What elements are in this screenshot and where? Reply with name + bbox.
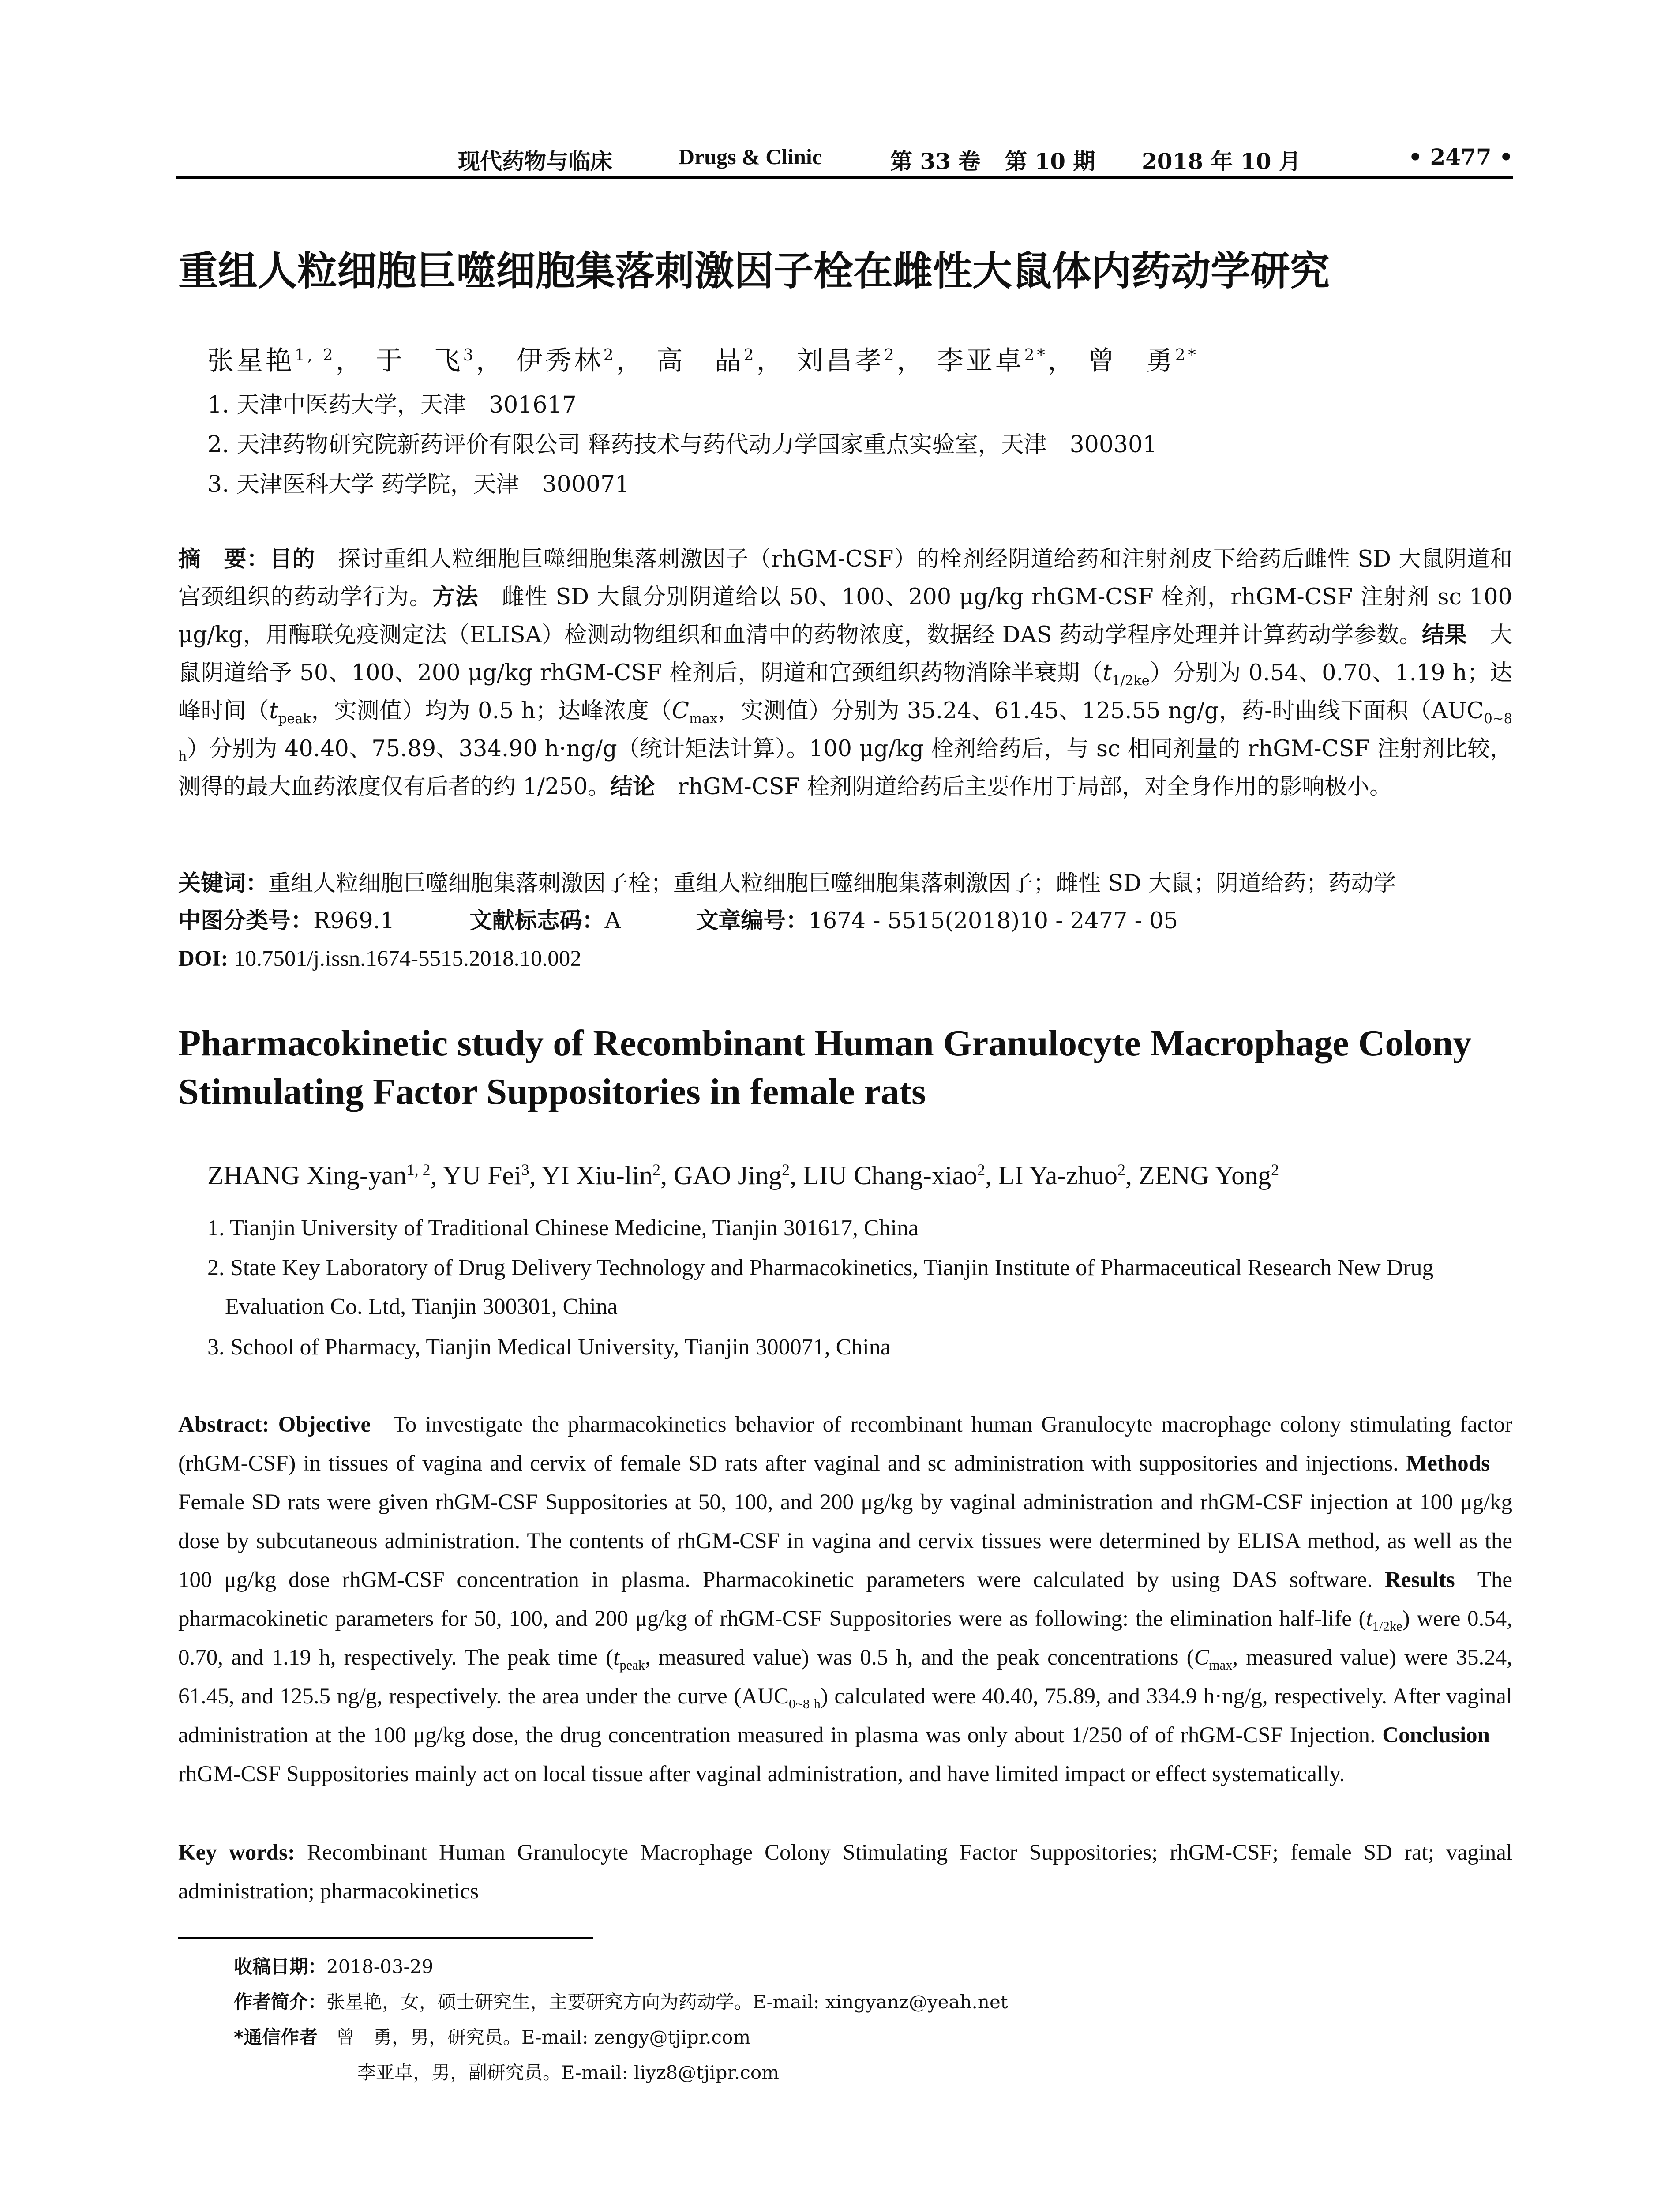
- author: 伊秀林$^2$: [516, 345, 616, 376]
- results-label: 结果: [1421, 622, 1467, 648]
- keywords-en: Key words: Recombinant Human Granulocyte Macrophage Colony Stimulating Factor Suppositories; rhGM-CSF; female SD rat; vaginal administration; pharmacokinetics: [178, 1840, 1513, 1904]
- header-rule: [176, 176, 1513, 179]
- author: 高 晶$^2$: [656, 345, 757, 376]
- author: 曾 勇$^{2*}$: [1088, 345, 1199, 376]
- affiliation-en: 3. School of Pharmacy, Tianjin Medical University, Tianjin 300071, China: [207, 1335, 891, 1360]
- classification-line: 中图分类号：R969.1 文献标志码：A 文章编号：1674 - 5515(2018)10 - 2477 - 05: [178, 908, 1178, 934]
- results-label: Results: [1385, 1568, 1455, 1592]
- author: 于 飞$^3$: [375, 345, 476, 376]
- footnote-rule: [178, 1937, 593, 1939]
- journal-name-cn: 现代药物与临床: [458, 148, 612, 174]
- doc-code: A: [604, 908, 621, 934]
- footnote-corresponding-2: 李亚卓，男，副研究员。E-mail: liyz8@tjipr.com: [357, 2062, 779, 2083]
- objective-label: Objective: [278, 1412, 371, 1437]
- affiliation-cn: 3. 天津医科大学 药学院，天津 300071: [207, 471, 630, 498]
- abstract-cn: 摘 要：目的 探讨重组人粒细胞巨噬细胞集落刺激因子（rhGM-CSF）的栓剂经阴道给药和注射剂皮下给药后雌性 SD 大鼠阴道和宫颈组织的药动学行为。方法 雌性 SD 大鼠分别阴道给以 50、100、200 μg/kg rhGM-CSF 栓剂，rhGM-CSF 注射剂 sc 100 μg/kg，用酶联免疫测定法（ELISA）检测动物组织和血清中的药物浓度，数据经 DAS 药动学程序处理并计算药动学参数。结果 大鼠阴道给予 50、100、200 μg/kg rhGM-CSF 栓剂后，阴道和宫颈组织药物消除半衰期$(t_{1/2ke})$分别为 0.54、0.70、1.19 h；达峰时间（$t_{peak}$，实测值）均为 0.5 h；达峰浓度（$C_{max}$，实测值）分别为 35.24、61.45、125.55 ng/g，药-时曲线下面积$(AUC_{0\sim 8 h})$分别为 40.40、75.89、334.90 h·ng/g（统计矩法计算）。100 μg/kg 栓剂给药后，与 sc 相同剂量的 rhGM-CSF 注射剂比较，测得的最大血药浓度仅有后者的约 1/250。结论 rhGM-CSF 栓剂阴道给药后主要作用于局部，对全身作用的影响极小。: [178, 546, 1512, 800]
- page-number: • 2477 •: [1408, 144, 1513, 170]
- author: 李亚卓$^{2*}$: [937, 345, 1048, 376]
- running-header: [176, 141, 1513, 176]
- methods-label: 方法: [432, 584, 479, 610]
- issue-date: 2018 年 10 月: [1142, 148, 1301, 174]
- keywords-label: Key words:: [178, 1840, 295, 1865]
- affiliation-en: 1. Tianjin University of Traditional Chinese Medicine, Tianjin 301617, China: [207, 1216, 919, 1241]
- doi-line: DOI: 10.7501/j.issn.1674-5515.2018.10.002: [178, 946, 581, 971]
- affiliation-cn: 2. 天津药物研究院新药评价有限公司 释药技术与药代动力学国家重点实验室，天津 300301: [207, 431, 1158, 458]
- author: 刘昌孝$^2$: [796, 345, 897, 376]
- objective-label: 目的: [269, 546, 315, 572]
- journal-name-en: Drugs & Clinic: [679, 144, 822, 169]
- footnote-received: 收稿日期：2018-03-29: [234, 1956, 434, 1977]
- title-cn: 重组人粒细胞巨噬细胞集落刺激因子栓在雌性大鼠体内药动学研究: [178, 248, 1330, 294]
- abstract-en: Abstract: Objective To investigate the pharmacokinetics behavior of recombinant human Granulocyte macrophage colony stimulating factor (rhGM-CSF) in tissues of vagina and cervix of female SD rats after vaginal and sc administration with suppositories and injections. Methods Female SD rats were given rhGM-CSF Suppositories at 50, 100, and 200 μg/kg by vaginal administration and rhGM-CSF injection at 100 μg/kg dose by subcutaneous administration. The contents of rhGM-CSF in vagina and cervix tissues were determined by ELISA method, as well as the 100 μg/kg dose rhGM-CSF concentration in plasma. Pharmacokinetic parameters were calculated by using DAS software. Results The pharmacokinetic parameters for 50, 100, and 200 μg/kg of rhGM-CSF Suppositories were as following: the elimination half-life $(t_{1/2ke})$ were 0.54, 0.70, and 1.19 h, respectively. The peak time ($t_{peak}$, measured value) was 0.5 h, and the peak concentrations ($C_{max}$, measured value) were 35.24, 61.45, and 125.5 ng/g, respectively. the area under the curve $(AUC_{0\sim 8 h})$ calculated were 40.40, 75.89, and 334.9 h·ng/g, respectively. After vaginal administration at the 100 μg/kg dose, the drug concentration measured in plasma was only about 1/250 of of rhGM-CSF Injection. Conclusion rhGM-CSF Suppositories mainly act on local tissue after vaginal administration, and have limited impact or effect systematically.: [178, 1412, 1513, 1786]
- clc-number: R969.1: [313, 908, 395, 934]
- title-en: Pharmacokinetic study of Recombinant Human Granulocyte Macrophage Colony Stimulating Factor Suppositories in female rats: [178, 1023, 1472, 1112]
- affiliation-cn: 1. 天津中医药大学，天津 301617: [207, 392, 577, 418]
- conclusion-text: rhGM-CSF 栓剂阴道给药后主要作用于局部，对全身作用的影响极小。: [678, 774, 1392, 800]
- methods-label: Methods: [1406, 1451, 1490, 1476]
- issue: 第 10 期: [1005, 148, 1095, 174]
- footnote-corresponding: *通信作者 曾 勇，男，研究员。E-mail: zengy@tjipr.com: [234, 2026, 751, 2048]
- methods-text: 雌性 SD 大鼠分别阴道给以 50、100、200 μg/kg rhGM-CSF 栓剂，rhGM-CSF 注射剂 sc 100 μg/kg，用酶联免疫测定法（ELISA）检测动物组织和血清中的药物浓度，数据经 DAS 药动学程序处理并计算药动学参数。: [178, 584, 1512, 648]
- conclusion-label: 结论: [610, 774, 656, 800]
- article-number: 1674 - 5515(2018)10 - 2477 - 05: [808, 908, 1178, 934]
- volume: 第 33 卷: [890, 148, 981, 174]
- authors-cn: 张星艳$^{1, 2}$， 于 飞$^3$， 伊秀林$^2$， 高 晶$^2$， 刘昌孝$^2$， 李亚卓$^{2*}$， 曾 勇$^{2*}$: [207, 345, 1199, 376]
- conclusion-label: Conclusion: [1382, 1723, 1490, 1748]
- abstract-label: Abstract:: [178, 1412, 270, 1437]
- affiliation-en: 2. State Key Laboratory of Drug Delivery Technology and Pharmacokinetics, Tianjin Institute of Pharmaceutical Research New Drug Evaluation Co. Ltd, Tianjin 300301, China: [207, 1255, 1434, 1319]
- keywords-cn: [178, 865, 1512, 903]
- doi[interactable]: 10.7501/j.issn.1674-5515.2018.10.002: [234, 946, 581, 971]
- objective-text: 探讨重组人粒细胞巨噬细胞集落刺激因子（rhGM-CSF）的栓剂经阴道给药和注射剂皮下给药后雌性 SD 大鼠阴道和宫颈组织的药动学行为。: [178, 546, 1512, 610]
- author: 张星艳$^{1, 2}$: [207, 345, 336, 376]
- footnote-author-bio: 作者简介：张星艳，女，硕士研究生，主要研究方向为药动学。E-mail: xingyanz@yeah.net: [234, 1991, 1008, 2013]
- authors-en: ZHANG Xing-yan$^{1, 2}$, YU Fei$^3$, YI Xiu-lin$^2$, GAO Jing$^2$, LIU Chang-xiao$^2$, LI Ya-zhuo$^2$, ZENG Yong$^2$: [207, 1161, 1279, 1190]
- abstract-label: 摘 要：: [178, 546, 270, 572]
- keywords-label: 关键词：: [178, 870, 269, 897]
- keywords-text: 重组人粒细胞巨噬细胞集落刺激因子栓；重组人粒细胞巨噬细胞集落刺激因子；雌性 SD 大鼠；阴道给药；药动学: [268, 870, 1396, 897]
